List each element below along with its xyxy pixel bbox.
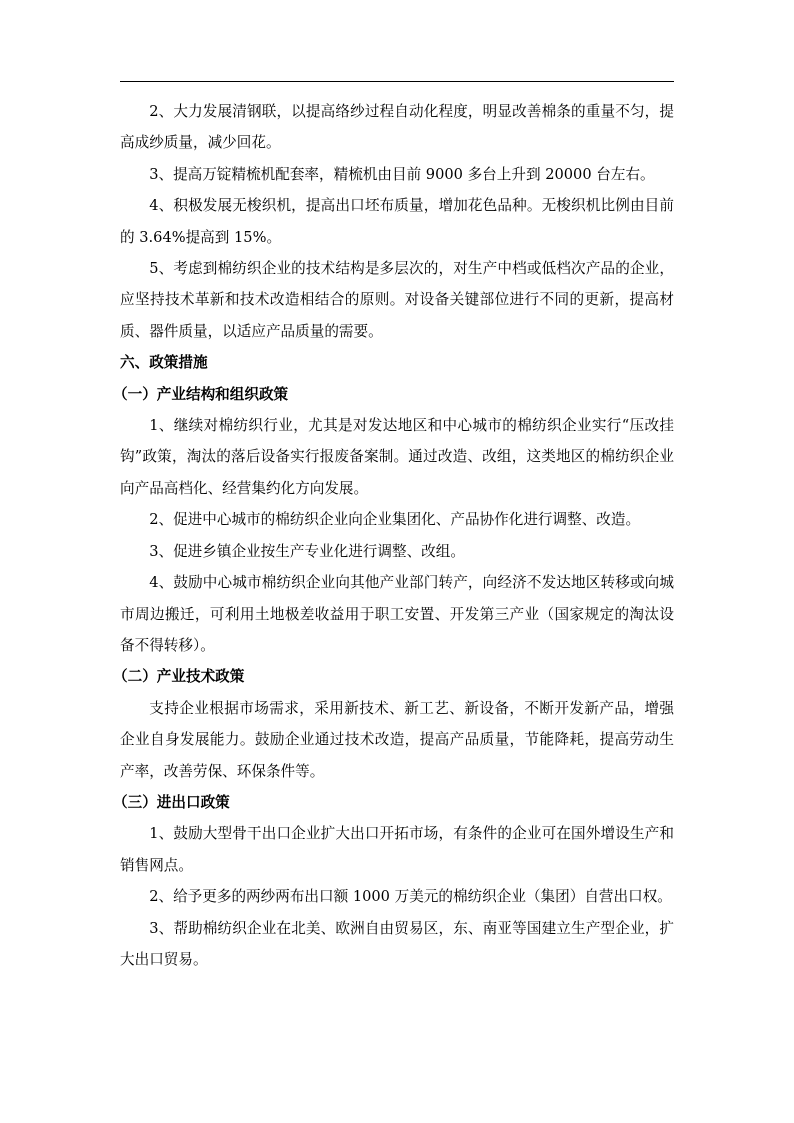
document-body (113, 96, 674, 975)
paragraph: 4、鼓励中心城市棉纺织企业向其他产业部门转产，向经济不发达地区转移或向城市周边搬迁，可利用土地极差收益用于职工安置、开发第三产业（国家规定的淘汰设备不得转移）。 (120, 574, 674, 654)
paragraph: 1、继续对棉纺织行业，尤其是对发达地区和中心城市的棉纺织企业实行“压改挂钩”政策，淘汰的落后设备实行报废备案制。通过改造、改组，这类地区的棉纺织企业向产品高档化、经营集约化方向发展。 (120, 417, 674, 497)
paragraph: 5、考虑到棉纺织企业的技术结构是多层次的，对生产中档或低档次产品的企业，应坚持技术革新和技术改造相结合的原则。对设备关键部位进行不同的更新，提高材质、器件质量，以适应产品质量的需要。 (120, 260, 674, 340)
paragraph: 3、提高万锭精梳机配套率，精梳机由目前 9000 多台上升到 20000 台左右。 (149, 165, 655, 183)
paragraph: 支持企业根据市场需求，采用新技术、新工艺、新设备，不断开发新产品，增强企业自身发展能力。鼓励企业通过技术改造，提高产品质量，节能降耗，提高劳动生产率，改善劳保、环保条件等。 (120, 699, 674, 780)
paragraph: 2、大力发展清钢联，以提高络纱过程自动化程度，明显改善棉条的重量不匀，提高成纱质量，减少回花。 (120, 103, 674, 152)
header-rule (120, 81, 674, 82)
paragraph: 3、促进乡镇企业按生产专业化进行调整、改组。 (149, 542, 465, 560)
section-heading: 六、政策措施 (120, 354, 208, 372)
subsection-heading: （二）产业技术政策 (113, 668, 245, 686)
subsection-heading: （三）进出口政策 (113, 793, 230, 811)
paragraph: 3、帮助棉纺织企业在北美、欧洲自由贸易区，东、南亚等国建立生产型企业，扩大出口贸易。 (120, 919, 674, 968)
paragraph: 2、给予更多的两纱两布出口额 1000 万美元的棉纺织企业（集团）自营出口权。 (149, 888, 672, 906)
paragraph: 2、促进中心城市的棉纺织企业向企业集团化、产品协作化进行调整、改造。 (149, 511, 641, 529)
paragraph: 1、鼓励大型骨干出口企业扩大出口开拓市场，有条件的企业可在国外增设生产和销售网点。 (120, 825, 674, 874)
paragraph: 4、积极发展无梭织机，提高出口坯布质量，增加花色品种。无梭织机比例由目前的 3.64%提高到 15%。 (120, 197, 674, 246)
subsection-heading: （一）产业结构和组织政策 (113, 385, 289, 403)
